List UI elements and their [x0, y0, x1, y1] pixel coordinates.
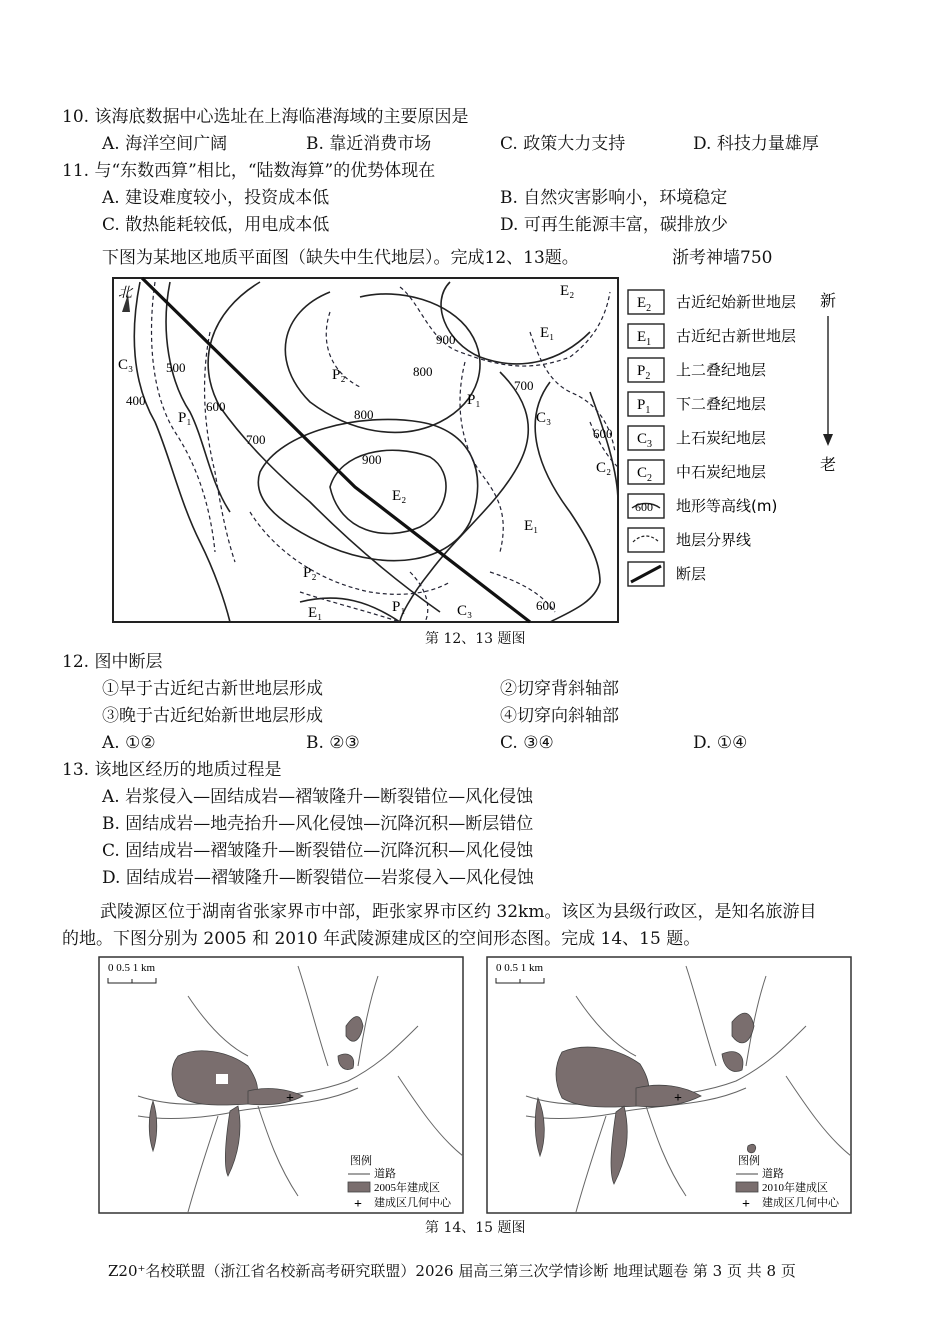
legend-label: 上石炭纪地层: [676, 429, 767, 447]
intro-14-15-line1: 武陵源区位于湖南省张家界市中部，距张家界市区约 32km。该区为县级行政区，是知名旅游目: [100, 902, 817, 922]
svg-text:E2: $E_2$: [637, 295, 652, 314]
legend-label: 下二叠纪地层: [676, 395, 767, 413]
q11-option-b: B. 自然灾害影响小，环境稳定: [500, 188, 728, 208]
map-2005: [98, 956, 464, 1214]
q11-option-d: D. 可再生能源丰富，碳排放少: [500, 215, 728, 235]
plus-icon: +: [742, 1197, 750, 1212]
arrow-down-icon: [823, 434, 833, 446]
contour-label: 800: [354, 407, 374, 422]
legend-built: 2005年建成区: [374, 1182, 440, 1194]
plus-icon: +: [354, 1197, 362, 1212]
legend-label: 地层分界线: [676, 531, 752, 549]
stratum-label: P₁: [392, 599, 406, 615]
legend-built: 2010年建成区: [762, 1182, 828, 1194]
contour-label: 500: [166, 360, 186, 375]
legend-title: 图例: [350, 1155, 372, 1167]
watermark-text: 浙考神墙750: [672, 248, 773, 268]
legend-label: 古近纪古新世地层: [676, 327, 797, 345]
q13-option-a: A. 岩浆侵入—固结成岩—褶皱隆升—断裂错位—风化侵蚀: [102, 787, 534, 807]
stratum-label: P₁: [467, 392, 481, 408]
contour-label: 700: [246, 432, 266, 447]
legend-label: 断层: [676, 565, 707, 583]
q11-option-a: A. 建设难度较小，投资成本低: [102, 188, 330, 208]
contour-label: 600: [206, 399, 226, 414]
q13-option-c: C. 固结成岩—褶皱隆升—断裂错位—沉降沉积—风化侵蚀: [102, 841, 534, 861]
contour-label: 900: [362, 452, 382, 467]
scale-label: 0 0.5 1 km: [108, 962, 156, 974]
q11-option-c: C. 散热能耗较低，用电成本低: [102, 215, 330, 235]
q11-stem: 11. 与“东数西算”相比，“陆数海算”的优势体现在: [62, 161, 436, 181]
contour-label: 900: [436, 332, 456, 347]
q12-option-c: C. ③④: [500, 733, 554, 753]
stratum-label: C₃: [457, 603, 473, 619]
q13-option-d: D. 固结成岩—褶皱隆升—断裂错位—岩浆侵入—风化侵蚀: [102, 868, 534, 888]
legend-label: 地形等高线(m): [676, 497, 778, 515]
legend-road: 道路: [374, 1168, 396, 1180]
legend-title: 图例: [738, 1155, 760, 1167]
q10-stem: 10. 该海底数据中心选址在上海临港海域的主要原因是: [62, 107, 469, 127]
legend-label: 古近纪始新世地层: [676, 293, 797, 311]
north-label: 北: [118, 286, 132, 301]
geomap-caption: 第 12、13 题图: [425, 631, 526, 647]
legend-label: 中石炭纪地层: [676, 463, 767, 481]
center-plus-icon: +: [674, 1091, 682, 1106]
geomap-legend: [628, 290, 796, 586]
contour-label: 700: [514, 378, 534, 393]
legend-center: 建成区几何中心: [762, 1197, 839, 1209]
contour-label: 600: [536, 598, 556, 613]
map-2010: [486, 956, 852, 1214]
age-old-label: 老: [820, 455, 837, 474]
q13-stem: 13. 该地区经历的地质过程是: [62, 760, 282, 780]
stratum-label: C₃: [536, 410, 552, 426]
q12-statement-4: ④切穿向斜轴部: [500, 706, 619, 726]
svg-text:P1: $P_1$: [637, 397, 651, 416]
legend-center: 建成区几何中心: [374, 1197, 451, 1209]
svg-text:C2: $C_2$: [637, 465, 653, 484]
intro-14-15-line2: 的地。下图分别为 2005 和 2010 年武陵源建成区的空间形态图。完成 14、15 题。: [62, 929, 701, 949]
legend-label: 上二叠纪地层: [676, 361, 767, 379]
center-plus-icon: +: [286, 1091, 294, 1106]
intro-12-13: 下图为某地区地质平面图（缺失中生代地层）。完成12、13题。: [102, 248, 579, 268]
q10-option-c: C. 政策大力支持: [500, 134, 626, 154]
q12-option-d: D. ①④: [693, 733, 748, 753]
q12-statement-2: ②切穿背斜轴部: [500, 679, 619, 699]
legend-road: 道路: [762, 1168, 784, 1180]
q10-option-b: B. 靠近消费市场: [306, 134, 432, 154]
scale-label: 0 0.5 1 km: [496, 962, 544, 974]
stratum-label: C₂: [596, 460, 612, 476]
q12-option-b: B. ②③: [306, 733, 360, 753]
stratum-label: C₃: [118, 357, 134, 373]
age-new-label: 新: [820, 291, 837, 310]
stratum-label: E₁: [308, 605, 323, 621]
svg-text:P2: $P_2$: [637, 363, 651, 382]
q13-option-b: B. 固结成岩—地壳抬升—风化侵蚀—沉降沉积—断层错位: [102, 814, 534, 834]
contour-label: 400: [126, 393, 146, 408]
stratum-label: P₂: [303, 565, 317, 581]
svg-text:600: 600: [635, 500, 653, 514]
q12-statement-3: ③晚于古近纪始新世地层形成: [102, 706, 323, 726]
map-frame: [487, 957, 851, 1213]
stratum-label: E₂: [392, 488, 407, 504]
svg-text:E1: $E_1$: [637, 329, 652, 348]
maps-caption: 第 14、15 题图: [425, 1220, 526, 1236]
q12-option-a: A. ①②: [102, 733, 156, 753]
map-frame: [99, 957, 463, 1213]
geological-map: [100, 272, 860, 627]
stratum-label: P₁: [178, 410, 192, 426]
stratum-label: E₁: [524, 518, 539, 534]
q12-stem: 12. 图中断层: [62, 652, 163, 672]
q12-statement-1: ①早于古近纪古新世地层形成: [102, 679, 323, 699]
q10-option-a: A. 海洋空间广阔: [102, 134, 228, 154]
stratum-label: E₂: [560, 283, 575, 299]
contour-label: 800: [413, 364, 433, 379]
stratum-label: P₂: [332, 367, 346, 383]
q10-option-d: D. 科技力量雄厚: [693, 134, 819, 154]
unbuilt-patch: [216, 1074, 228, 1084]
svg-text:C3: $C_3$: [637, 431, 653, 450]
page-footer: Z20⁺名校联盟（浙江省名校新高考研究联盟）2026 届高三第三次学情诊断 地理试题卷 第 3 页 共 8 页: [108, 1262, 796, 1280]
stratum-label: E₁: [540, 325, 555, 341]
contour-label: 600: [593, 426, 613, 441]
